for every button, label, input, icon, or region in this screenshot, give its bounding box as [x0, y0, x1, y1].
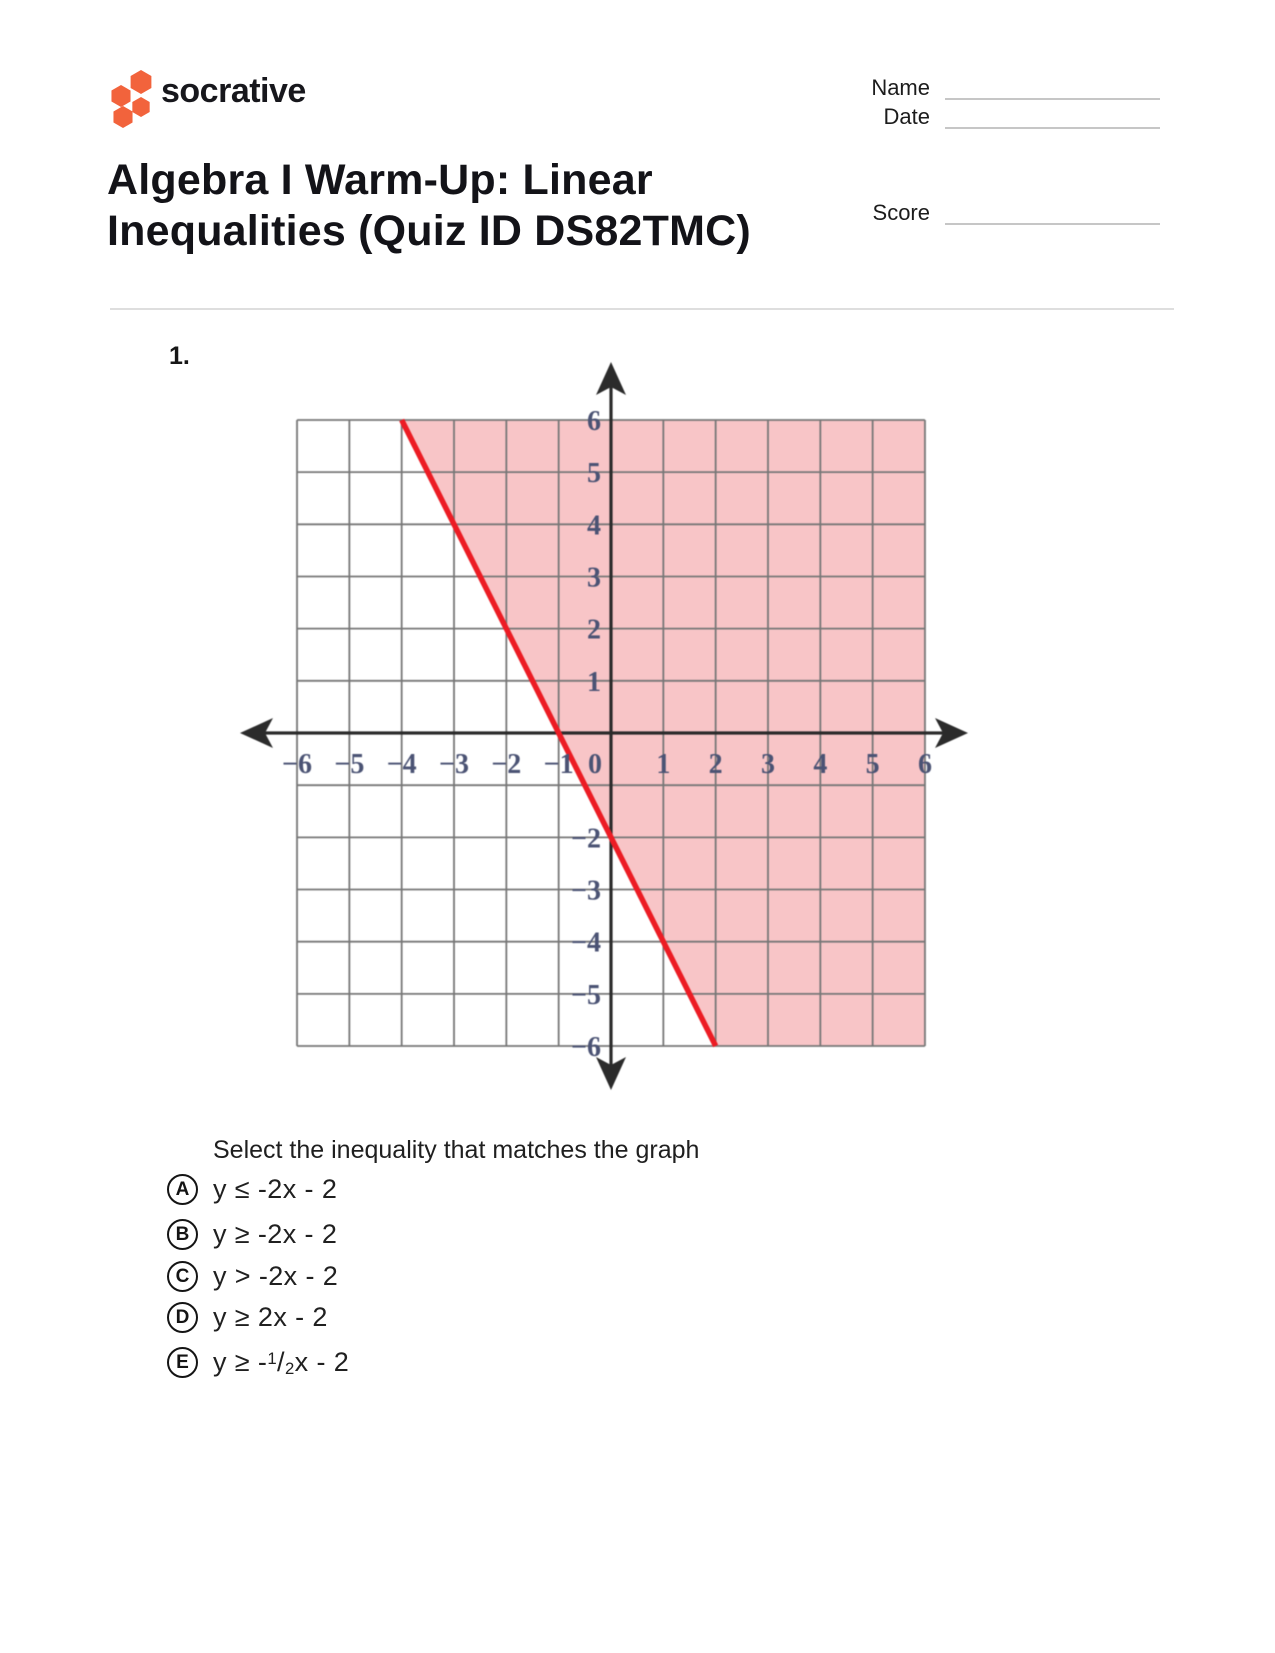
answer-bubble-e[interactable]: [167, 1347, 198, 1378]
y-tick-label: −3: [571, 875, 601, 907]
y-tick-label: 6: [587, 405, 601, 437]
x-tick-label: −4: [386, 749, 417, 780]
page-title: Algebra I Warm-Up: Linear Inequalities (Quiz ID DS82TMC): [107, 156, 751, 255]
option-expression-c: y > -2x - 2: [213, 1261, 339, 1291]
score-label: Score: [872, 200, 930, 225]
x-tick-label: 3: [760, 749, 775, 780]
question-prompt: Select the inequality that matches the graph: [213, 1136, 700, 1164]
x-tick-label: 0: [588, 749, 602, 780]
option-letter: C: [175, 1265, 190, 1287]
y-tick-label: −4: [571, 927, 601, 959]
y-tick-label: 1: [587, 666, 601, 698]
header-divider: [110, 308, 1174, 310]
expression-prefix: y ≥ -: [213, 1347, 268, 1377]
y-tick-label: 5: [587, 458, 601, 490]
brand-wordmark: socrative: [161, 72, 306, 110]
x-tick-label: −2: [491, 749, 522, 780]
option-expression-a: y ≤ -2x - 2: [213, 1174, 338, 1204]
inequality-graph: [232, 340, 984, 1106]
x-tick-label: 2: [708, 749, 723, 780]
y-tick-label: −2: [571, 823, 601, 855]
y-tick-label: −5: [571, 979, 601, 1011]
option-letter: E: [176, 1351, 189, 1373]
score-input-line[interactable]: [945, 223, 1160, 225]
option-expression-b: y ≥ -2x - 2: [213, 1219, 338, 1249]
answer-bubble-c[interactable]: [167, 1261, 198, 1292]
x-tick-label: −5: [334, 749, 365, 780]
answer-bubble-a[interactable]: [167, 1174, 198, 1205]
socrative-logo-icon: [104, 66, 160, 132]
x-tick-label: 4: [813, 749, 828, 780]
x-tick-label: −6: [282, 749, 313, 780]
x-tick-label: −3: [439, 749, 469, 780]
option-expression-d: y ≥ 2x - 2: [213, 1302, 328, 1332]
option-expression-e: [213, 1346, 349, 1379]
question-number: 1.: [169, 342, 190, 370]
x-tick-label: 5: [865, 749, 880, 780]
fraction-denominator: 2: [284, 1359, 295, 1378]
name-input-line[interactable]: [945, 98, 1160, 100]
y-tick-label: 4: [587, 510, 601, 542]
x-tick-label: −1: [543, 749, 574, 780]
x-tick-label: 6: [917, 749, 932, 780]
expression-suffix: x - 2: [294, 1347, 350, 1377]
option-letter: B: [175, 1223, 190, 1245]
option-letter: D: [175, 1306, 190, 1328]
answer-bubble-b[interactable]: [167, 1219, 198, 1250]
fraction-slash: /: [277, 1347, 285, 1377]
date-input-line[interactable]: [945, 127, 1160, 129]
fraction-numerator: 1: [267, 1348, 278, 1368]
answer-bubble-d[interactable]: [167, 1302, 198, 1333]
y-tick-label: 3: [587, 562, 601, 594]
name-label: Name: [871, 75, 930, 100]
date-label: Date: [883, 104, 930, 129]
x-tick-label: 1: [656, 749, 671, 780]
option-letter: A: [175, 1178, 190, 1200]
y-tick-label: −6: [571, 1032, 601, 1064]
y-tick-label: 2: [587, 614, 601, 646]
